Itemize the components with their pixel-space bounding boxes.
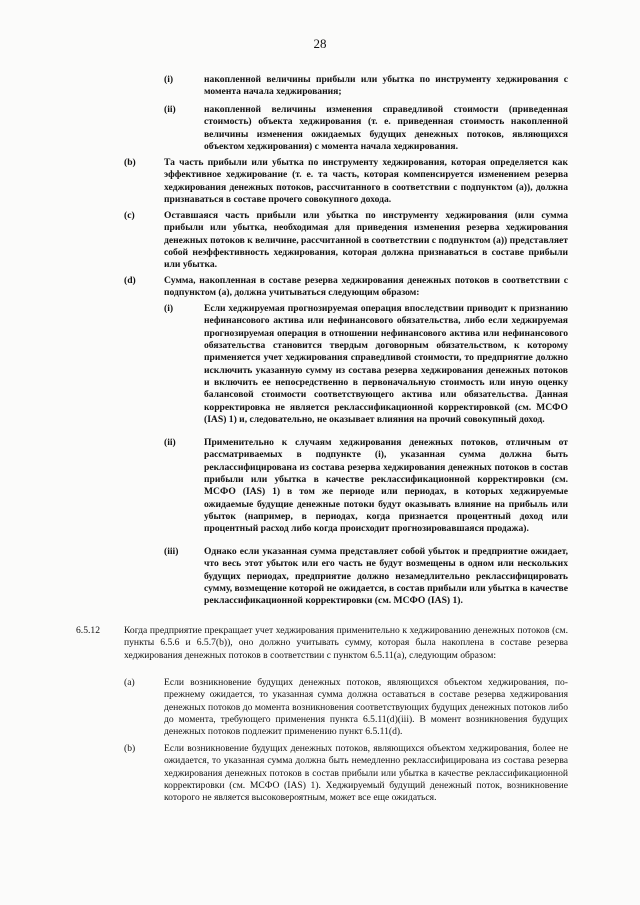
clause-text: Однако если указанная сумма представляет собой убыток и предприятие ожидает, что весь этот убыток или его часть не будут возмещены в одном или нескольких будущих периодах, предприятие должно незамедлительно реклассифицировать сумму, возмещение которой не ожидается, в состав прибыли или убытка в качестве реклассификационной корректировки (см. МСФО (IAS) 1). (204, 546, 568, 607)
clause-label: (b) (124, 743, 136, 754)
clause-text: накопленной величины изменения справедливой стоимости (приведенная стоимость) объекта хеджирования (т. е. приведенная стоимость накопленной величины изменения ожидаемых будущих денежных потоков, являющихся объектом хеджирования) с момента начала хеджирования. (204, 104, 568, 153)
clause-text: Если возникновение будущих денежных потоков, являющихся объектом хеджирования, более не ожидается, то указанная сумма должна быть немедленно реклассифицирована из состава резерва хеджирования денежных потоков в состав прибыли или убытка в качестве реклассификационной корректировки (см. МСФО (IAS) 1). Хеджируемый будущий денежный поток, возникновение которого не является высоковероятным, может все еще ожидаться. (164, 743, 568, 804)
clause-label: (c) (124, 210, 135, 221)
paragraph-number: 6.5.12 (76, 625, 100, 636)
clause-label: (d) (124, 275, 136, 286)
clause-label: (ii) (164, 437, 176, 448)
clause-text: Сумма, накопленная в составе резерва хеджирования денежных потоков в соответствии с подпунктом (a), должна учитываться следующим образом: (164, 275, 568, 299)
clause-text: накопленной величины прибыли или убытка по инструменту хеджирования с момента начала хеджирования; (204, 74, 568, 98)
clause-text: Если хеджируемая прогнозируемая операция впоследствии приводит к признанию нефинансового актива или нефинансового обязательства, либо если хеджируемая прогнозируемая операция в отношении нефинансового актива или нефинансового обязательства становится твердым договорным обязательством, к которому применяется учет хеджирования справедливой стоимости, то предприятие должно исключить указанную сумму из состава резерва хеджирования денежных потоков и включить ее непосредственно в первоначальную стоимость или иную оценку балансовой стоимости соответствующего актива или обязательства. Данная корректировка не является реклассификационной корректировкой (см. МСФО (IAS) 1) и, следовательно, не оказывает влияния на прочий совокупный доход. (204, 303, 568, 426)
clause-label: (ii) (164, 104, 176, 115)
clause-label: (b) (124, 157, 136, 168)
clause-text: Применительно к случаям хеджирования денежных потоков, отличным от рассматриваемых в подпункте (i), указанная сумма должна быть реклассифицирована из состава резерва хеджирования денежных потоков в состав прибыли или убытка в качестве реклассификационной корректировки (см. МСФО (IAS) 1) в том же периоде или периодах, в которых хеджируемые ожидаемые будущие денежные потоки будут оказывать влияние на прибыль или убыток (например, в периодах, когда признается процентный доход или процентный расход либо когда происходит прогнозировавшаяся продажа). (204, 437, 568, 535)
clause-label: (a) (124, 677, 135, 688)
clause-text: Оставшаяся часть прибыли или убытка по инструменту хеджирования (или сумма прибыли или убытка, необходимая для приведения изменения резерва хеджирования денежных потоков к величине, рассчитанной в соответствии с подпунктом (a)) представляет собой неэффективность хеджирования, которая должна признаваться в составе прибыли или убытка. (164, 210, 568, 271)
clause-label: (iii) (164, 546, 179, 557)
page-number: 28 (313, 36, 327, 51)
paragraph-text: Когда предприятие прекращает учет хеджирования применительно к хеджированию денежных потоков (см. пункты 6.5.6 и 6.5.7(b)), оно должно учитывать сумму, которая была накоплена в составе резерва хеджирования денежных потоков в соответствии с пунктом 6.5.11(a), следующим образом: (124, 625, 568, 661)
clause-label: (i) (164, 74, 174, 85)
clause-label: (i) (164, 303, 174, 314)
clause-text: Если возникновение будущих денежных потоков, являющихся объектом хеджирования, по-прежнему ожидается, то указанная сумма должна оставаться в составе резерва хеджирования денежных потоков до момента возникновения соответствующих будущих денежных потоков либо до момента, требующего применения пункта 6.5.11(d)(iii). В момент возникновения будущих денежных потоков подлежит применению пункт 6.5.11(d). (164, 677, 568, 738)
clause-text: Та часть прибыли или убытка по инструменту хеджирования, которая определяется как эффективное хеджирование (т. е. та часть, которая компенсируется изменением резерва хеджирования денежных потоков, рассчитанного в соответствии с подпунктом (a)), должна признаваться в составе прочего совокупного дохода. (164, 157, 568, 206)
